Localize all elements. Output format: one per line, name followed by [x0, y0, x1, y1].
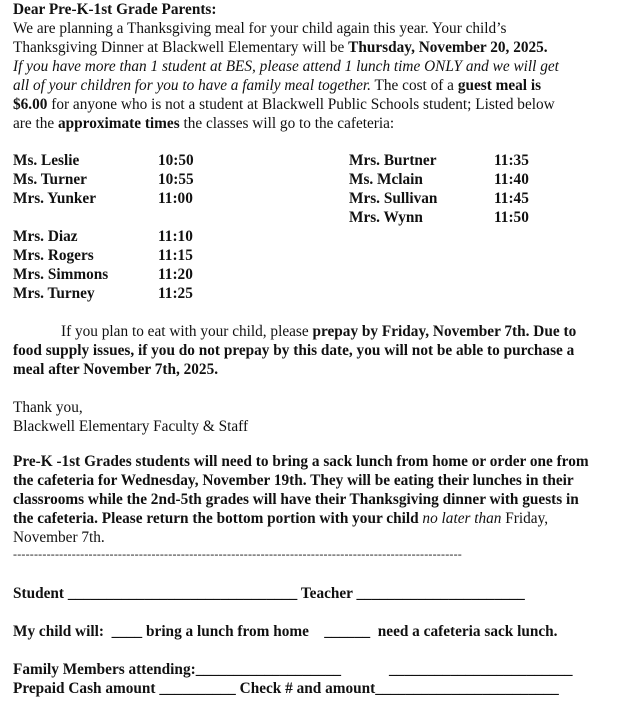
lunch-time: 11:35	[494, 152, 529, 169]
guest-meal-label: guest meal is	[457, 77, 542, 94]
teacher-name: Mrs. Simmons	[13, 266, 109, 283]
teacher-name: Mrs. Diaz	[13, 228, 78, 245]
prepay-paragraph	[13, 322, 588, 379]
prepay-deadline: prepay by Friday, November 7th. Due to food supply issues, if you do not prepay by this date, you will not be able to purchase a meal after November 7th, 2025.	[13, 323, 577, 378]
family-row	[13, 660, 573, 679]
signature: Blackwell Elementary Faculty & Staff	[13, 418, 249, 435]
cash-label: Prepaid Cash amount	[13, 680, 156, 697]
lunch-choice-row	[13, 622, 557, 641]
teacher-name: Mrs. Burtner	[349, 152, 437, 169]
teacher-field[interactable]: ______________________	[356, 585, 525, 602]
intro-text: for anyone who is not a student at Blackwell Public Schools student; Listed below	[47, 96, 555, 113]
teacher-name: Ms. Leslie	[13, 152, 80, 169]
guest-meal-price: $6.00	[13, 96, 48, 113]
teacher-label: Teacher	[300, 585, 353, 602]
intro-line-3	[13, 57, 559, 76]
lunch-time: 11:25	[158, 285, 193, 302]
check-field[interactable]: ________________________	[375, 680, 559, 697]
greeting: Dear Pre-K-1st Grade Parents:	[13, 1, 217, 18]
intro-text: the classes will go to the cafeteria:	[179, 115, 395, 132]
intro-line-1: We are planning a Thanksgiving meal for your child again this year. Your child’s	[13, 20, 507, 37]
family-label: Family Members attending:	[13, 661, 196, 678]
lunch-time: 11:45	[494, 190, 529, 207]
child-will-label: My child will:	[13, 623, 104, 640]
intro-line-5	[13, 95, 555, 114]
sack-lunch-paragraph	[13, 452, 593, 547]
intro-line-4	[13, 76, 541, 95]
cut-line: -----------------------------------------------------------------------------------------------------------	[13, 547, 462, 561]
prepay-text: If you plan to eat with your child, please	[61, 323, 313, 340]
family-field-2[interactable]: ________________________	[389, 661, 573, 678]
check-label: Check # and amount	[239, 680, 376, 697]
intro-line-2	[13, 38, 548, 57]
intro-line-6	[13, 114, 394, 133]
lunch-time: 10:50	[158, 152, 194, 169]
lunch-time: 11:00	[158, 190, 193, 207]
thanks: Thank you,	[13, 399, 83, 416]
payment-row	[13, 679, 559, 698]
teacher-name: Mrs. Yunker	[13, 190, 97, 207]
return-deadline: Friday, November 7th.	[13, 510, 549, 546]
lunch-time: 11:10	[158, 228, 193, 245]
student-teacher-row	[13, 584, 525, 603]
teacher-name: Mrs. Turney	[13, 285, 95, 302]
lunch-time: 11:20	[158, 266, 193, 283]
intro-text: The cost of a	[371, 77, 458, 94]
family-field-1[interactable]: ___________________	[195, 661, 342, 678]
cafeteria-lunch-field[interactable]: ______	[324, 623, 371, 640]
teacher-name: Mrs. Rogers	[13, 247, 94, 264]
lunch-time: 11:15	[158, 247, 193, 264]
student-label: Student	[13, 585, 65, 602]
sack-lunch-text: Pre-K -1st Grades students will need to bring a sack lunch from home or order one from the cafeteria for Wednesday, November 19th. They will be eating their lunches in their classrooms while the 2nd-5th grades will have their Thanksgiving dinner with guests in the cafeteria. Please return the bottom portion with your child	[13, 453, 589, 527]
teacher-name: Mrs. Sullivan	[349, 190, 438, 207]
approx-times-label: approximate times	[58, 115, 180, 132]
lunch-time: 10:55	[158, 171, 194, 188]
intro-text: Thanksgiving Dinner at Blackwell Elementary will be	[13, 39, 349, 56]
dinner-date: Thursday, November 20, 2025.	[348, 39, 548, 56]
lunch-time: 11:50	[494, 209, 529, 226]
option-home-lunch: bring a lunch from home	[146, 623, 309, 640]
lunch-time: 11:40	[494, 171, 529, 188]
student-field[interactable]: ______________________________	[67, 585, 298, 602]
multi-student-note-cont: all of your children for you to have a family meal together.	[13, 77, 371, 94]
option-cafeteria-lunch: need a cafeteria sack lunch.	[377, 623, 558, 640]
no-later-than: no later than	[422, 510, 502, 527]
multi-student-note: If you have more than 1 student at BES, please attend 1 lunch time ONLY and we will get	[13, 58, 559, 75]
cash-field[interactable]: __________	[159, 680, 236, 697]
intro-text: are the	[13, 115, 59, 132]
teacher-name: Ms. Mclain	[349, 171, 423, 188]
home-lunch-field[interactable]: ____	[111, 623, 143, 640]
teacher-name: Mrs. Wynn	[349, 209, 423, 226]
teacher-name: Ms. Turner	[13, 171, 87, 188]
